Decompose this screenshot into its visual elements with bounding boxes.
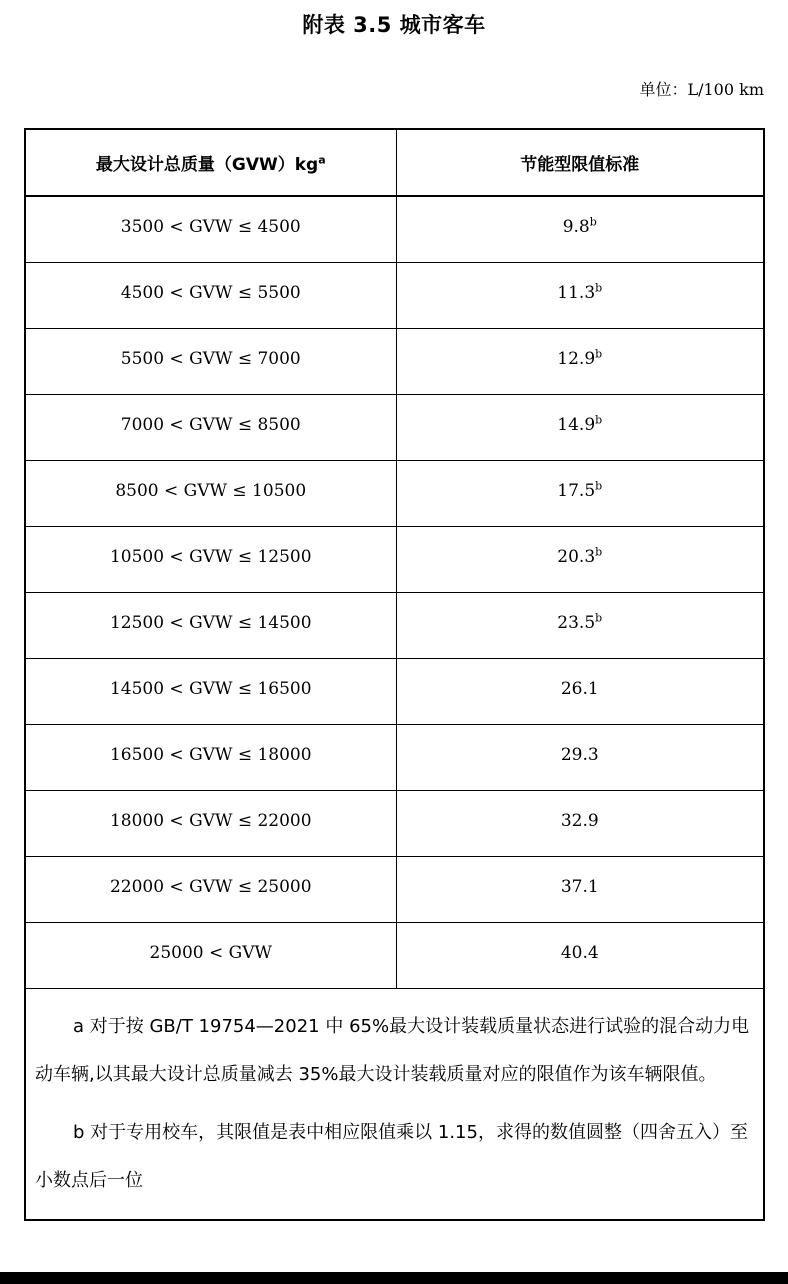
limit-value-wrap bbox=[557, 346, 603, 369]
gvw-range-text: 4500 < GVW ≤ 5500 bbox=[120, 282, 301, 303]
limit-value-wrap bbox=[557, 610, 603, 633]
limit-value-wrap bbox=[561, 943, 599, 963]
limit-value-text: 9.8 bbox=[562, 216, 590, 237]
unit-label: 单位：L/100 km bbox=[639, 80, 764, 99]
table-row bbox=[26, 527, 763, 593]
limit-value-wrap bbox=[557, 478, 603, 501]
header-gvw-footnote-mark: a bbox=[318, 153, 326, 167]
gvw-range-cell bbox=[26, 593, 396, 659]
gvw-range-cell bbox=[26, 395, 396, 461]
gvw-range-text: 8500 < GVW ≤ 10500 bbox=[115, 480, 307, 501]
gvw-range-text: 7000 < GVW ≤ 8500 bbox=[120, 414, 301, 435]
limit-value-wrap bbox=[557, 412, 603, 435]
gvw-range-cell bbox=[26, 461, 396, 527]
gvw-range-text: 14500 < GVW ≤ 16500 bbox=[109, 678, 312, 699]
gvw-range-text: 16500 < GVW ≤ 18000 bbox=[109, 744, 312, 765]
limit-value-wrap bbox=[561, 745, 599, 765]
limit-value-text: 11.3 bbox=[557, 282, 596, 303]
limit-value-cell bbox=[396, 395, 763, 461]
limit-value-text: 17.5 bbox=[557, 480, 596, 501]
limit-value-cell bbox=[396, 263, 763, 329]
footnote-a: a 对于按 GB/T 19754—2021 中 65%最大设计装载质量状态进行试验的混合动力电动车辆,以其最大设计总质量减去 35%最大设计装载质量对应的限值作为该车辆限值。 bbox=[35, 1016, 750, 1085]
gvw-range-cell bbox=[26, 923, 396, 989]
limit-value-text: 40.4 bbox=[560, 942, 599, 963]
limit-footnote-mark: b bbox=[595, 478, 603, 492]
gvw-range-cell bbox=[26, 329, 396, 395]
limit-value-text: 12.9 bbox=[557, 348, 596, 369]
gvw-range-text: 12500 < GVW ≤ 14500 bbox=[109, 612, 312, 633]
table-row bbox=[26, 196, 763, 263]
header-limit: 节能型限值标准 bbox=[396, 130, 763, 196]
limit-footnote-mark: b bbox=[589, 214, 597, 228]
limit-value-text: 23.5 bbox=[557, 612, 596, 633]
limit-value-text: 32.9 bbox=[560, 810, 599, 831]
limit-value-cell bbox=[396, 329, 763, 395]
notes-row bbox=[26, 989, 763, 1220]
header-gvw-text: 最大设计总质量（GVW）kg bbox=[95, 155, 319, 175]
gvw-range-text: 22000 < GVW ≤ 25000 bbox=[109, 876, 312, 897]
limit-value-cell bbox=[396, 791, 763, 857]
limit-value-text: 14.9 bbox=[557, 414, 596, 435]
gvw-range-cell bbox=[26, 659, 396, 725]
table-row bbox=[26, 791, 763, 857]
table-row bbox=[26, 329, 763, 395]
gvw-range-cell bbox=[26, 527, 396, 593]
limit-value-cell bbox=[396, 461, 763, 527]
limit-value-cell bbox=[396, 196, 763, 263]
limit-value-cell bbox=[396, 857, 763, 923]
bottom-edge-bar bbox=[0, 1272, 788, 1284]
fuel-limit-table bbox=[24, 128, 765, 1221]
limit-value-cell bbox=[396, 527, 763, 593]
table-row bbox=[26, 395, 763, 461]
gvw-range-cell bbox=[26, 791, 396, 857]
limit-value-cell bbox=[396, 725, 763, 791]
limit-footnote-mark: b bbox=[595, 412, 603, 426]
fuel-limit-table-grid bbox=[26, 130, 763, 1219]
table-title: 附表 3.5 城市客车 bbox=[302, 13, 486, 37]
limit-footnote-mark: b bbox=[595, 280, 603, 294]
gvw-range-text: 18000 < GVW ≤ 22000 bbox=[109, 810, 312, 831]
limit-value-wrap bbox=[557, 544, 603, 567]
gvw-range-text: 25000 < GVW bbox=[149, 942, 272, 963]
table-row bbox=[26, 263, 763, 329]
gvw-range-cell bbox=[26, 196, 396, 263]
gvw-range-text: 10500 < GVW ≤ 12500 bbox=[109, 546, 312, 567]
table-row bbox=[26, 461, 763, 527]
limit-value-text: 20.3 bbox=[557, 546, 596, 567]
table-row bbox=[26, 725, 763, 791]
limit-value-text: 37.1 bbox=[560, 876, 599, 897]
gvw-range-text: 3500 < GVW ≤ 4500 bbox=[120, 216, 301, 237]
table-row bbox=[26, 593, 763, 659]
limit-value-wrap bbox=[561, 811, 599, 831]
gvw-range-cell bbox=[26, 263, 396, 329]
limit-value-wrap bbox=[562, 214, 597, 237]
table-row bbox=[26, 659, 763, 725]
gvw-range-text: 5500 < GVW ≤ 7000 bbox=[120, 348, 301, 369]
footnote-b: b 对于专用校车，其限值是表中相应限值乘以 1.15，求得的数值圆整（四舍五入）至小数点后一位 bbox=[35, 1122, 748, 1191]
notes-cell bbox=[26, 989, 763, 1220]
table-row bbox=[26, 923, 763, 989]
limit-value-cell bbox=[396, 659, 763, 725]
gvw-range-cell bbox=[26, 725, 396, 791]
table-row bbox=[26, 857, 763, 923]
limit-value-wrap bbox=[561, 679, 599, 699]
limit-value-wrap bbox=[557, 280, 603, 303]
limit-footnote-mark: b bbox=[595, 346, 603, 360]
limit-value-cell bbox=[396, 593, 763, 659]
limit-footnote-mark: b bbox=[595, 544, 603, 558]
limit-footnote-mark: b bbox=[595, 610, 603, 624]
limit-value-text: 26.1 bbox=[560, 678, 599, 699]
limit-value-text: 29.3 bbox=[560, 744, 599, 765]
gvw-range-cell bbox=[26, 857, 396, 923]
limit-value-wrap bbox=[561, 877, 599, 897]
limit-value-cell bbox=[396, 923, 763, 989]
table-body bbox=[26, 196, 763, 989]
table-header-row bbox=[26, 130, 763, 196]
header-gvw bbox=[26, 130, 396, 196]
